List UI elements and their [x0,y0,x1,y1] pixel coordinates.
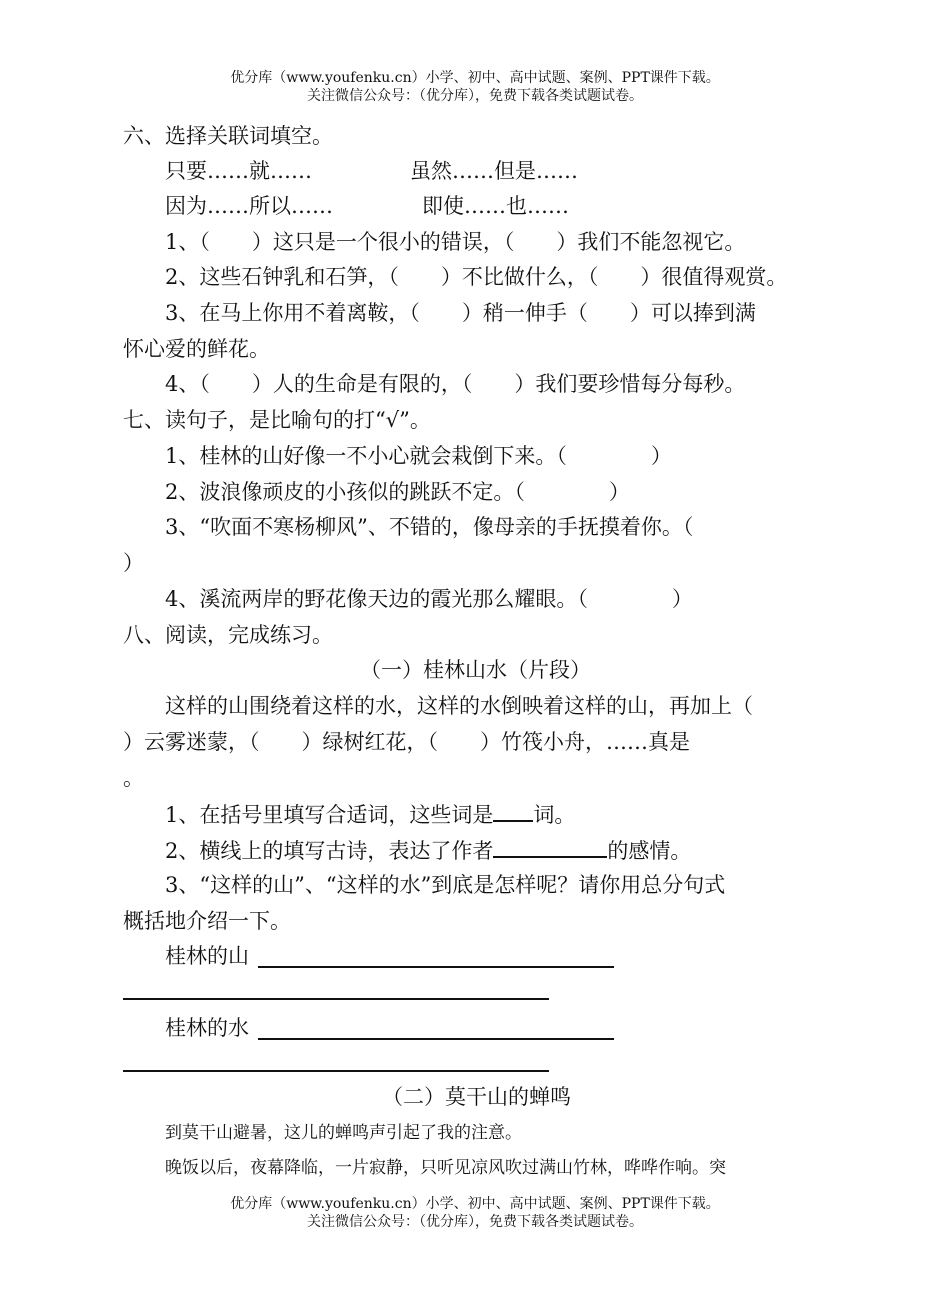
guilin-water-label: 桂林的水 [165,1016,249,1040]
answer-blank-word-type[interactable] [493,800,533,822]
s6-question-2: 2、这些石钟乳和石笋，（ ）不比做什么，（ ）很值得观赏。 [165,265,788,289]
s7-question-3-line-2: ） [123,551,144,575]
answer-line-water-1[interactable] [258,1038,614,1040]
option-jishi-ye: 即使……也…… [422,194,569,218]
s8-question-3-line-1: 3、“这样的山”、“这样的水”到底是怎样呢？请你用总分句式 [165,873,726,897]
s8-question-2 [165,836,691,864]
option-suiran-danshi: 虽然……但是…… [410,159,578,183]
guilin-mountain-label: 桂林的山 [165,944,249,968]
s7-question-1: 1、桂林的山好像一不小心就会栽倒下来。（ ） [165,444,672,468]
s8-question-3-line-2: 概括地介绍一下。 [123,909,291,933]
s6-question-3-line-2: 怀心爱的鲜花。 [123,337,270,361]
s8-question-2-suffix: 的感情。 [607,839,692,863]
header-line-2: 关注微信公众号：（优分库），免费下载各类试题试卷。 [307,88,643,104]
option-yinwei-suoyi: 因为……所以…… [165,194,333,218]
s6-question-4: 4、（ ）人的生命是有限的，（ ）我们要珍惜每分每秒。 [165,372,746,396]
passage-1-line-3: 。 [123,766,144,790]
passage-1-title: （一）桂林山水（片段） [360,658,591,682]
s6-question-1: 1、（ ）这只是一个很小的错误，（ ）我们不能忽视它。 [165,230,746,254]
answer-line-mountain-2[interactable] [123,998,549,1000]
s8-question-1-suffix: 词。 [533,803,576,827]
s8-question-1-prefix: 1、在括号里填写合适词，这些词是 [165,803,494,827]
s7-question-4: 4、溪流两岸的野花像天边的霞光那么耀眼。（ ） [165,587,693,611]
answer-line-mountain-1[interactable] [258,966,614,968]
s7-question-2: 2、波浪像顽皮的小孩似的跳跃不定。（ ） [165,480,630,504]
footer-line-1: 优分库（www.youfenku.cn）小学、初中、高中试题、案例、PPT课件下载。 [230,1196,720,1212]
section-7-title: 七、读句子，是比喻句的打“√”。 [123,408,431,432]
passage-2-title: （二）莫干山的蝉鸣 [382,1085,571,1109]
passage-1-line-2: ）云雾迷蒙，（ ）绿树红花，（ ）竹筏小舟，……真是 [123,730,690,754]
header-line-1: 优分库（www.youfenku.cn）小学、初中、高中试题、案例、PPT课件下载。 [230,70,720,86]
option-zhiyao-jiu: 只要……就…… [165,159,312,183]
passage-2-line-2: 晚饭以后，夜幕降临，一片寂静，只听见凉风吹过满山竹林，哗哗作响。突 [165,1158,726,1178]
footer-line-2: 关注微信公众号：（优分库），免费下载各类试题试卷。 [307,1214,643,1230]
s8-question-2-prefix: 2、横线上的填写古诗，表达了作者 [165,839,494,863]
answer-line-water-2[interactable] [123,1070,549,1072]
s8-question-1 [165,800,575,828]
section-6-title: 六、选择关联词填空。 [123,124,333,148]
section-8-title: 八、阅读，完成练习。 [123,623,333,647]
passage-2-line-1: 到莫干山避暑，这儿的蝉鸣声引起了我的注意。 [165,1123,522,1143]
passage-1-line-1: 这样的山围绕着这样的水，这样的水倒映着这样的山，再加上（ [165,694,753,718]
s7-question-3-line-1: 3、“吹面不寒杨柳风”、不错的，像母亲的手抚摸着你。（ [165,515,694,539]
answer-blank-feeling[interactable] [493,836,607,858]
s6-question-3-line-1: 3、在马上你用不着离鞍，（ ）稍一伸手（ ）可以捧到满 [165,301,756,325]
